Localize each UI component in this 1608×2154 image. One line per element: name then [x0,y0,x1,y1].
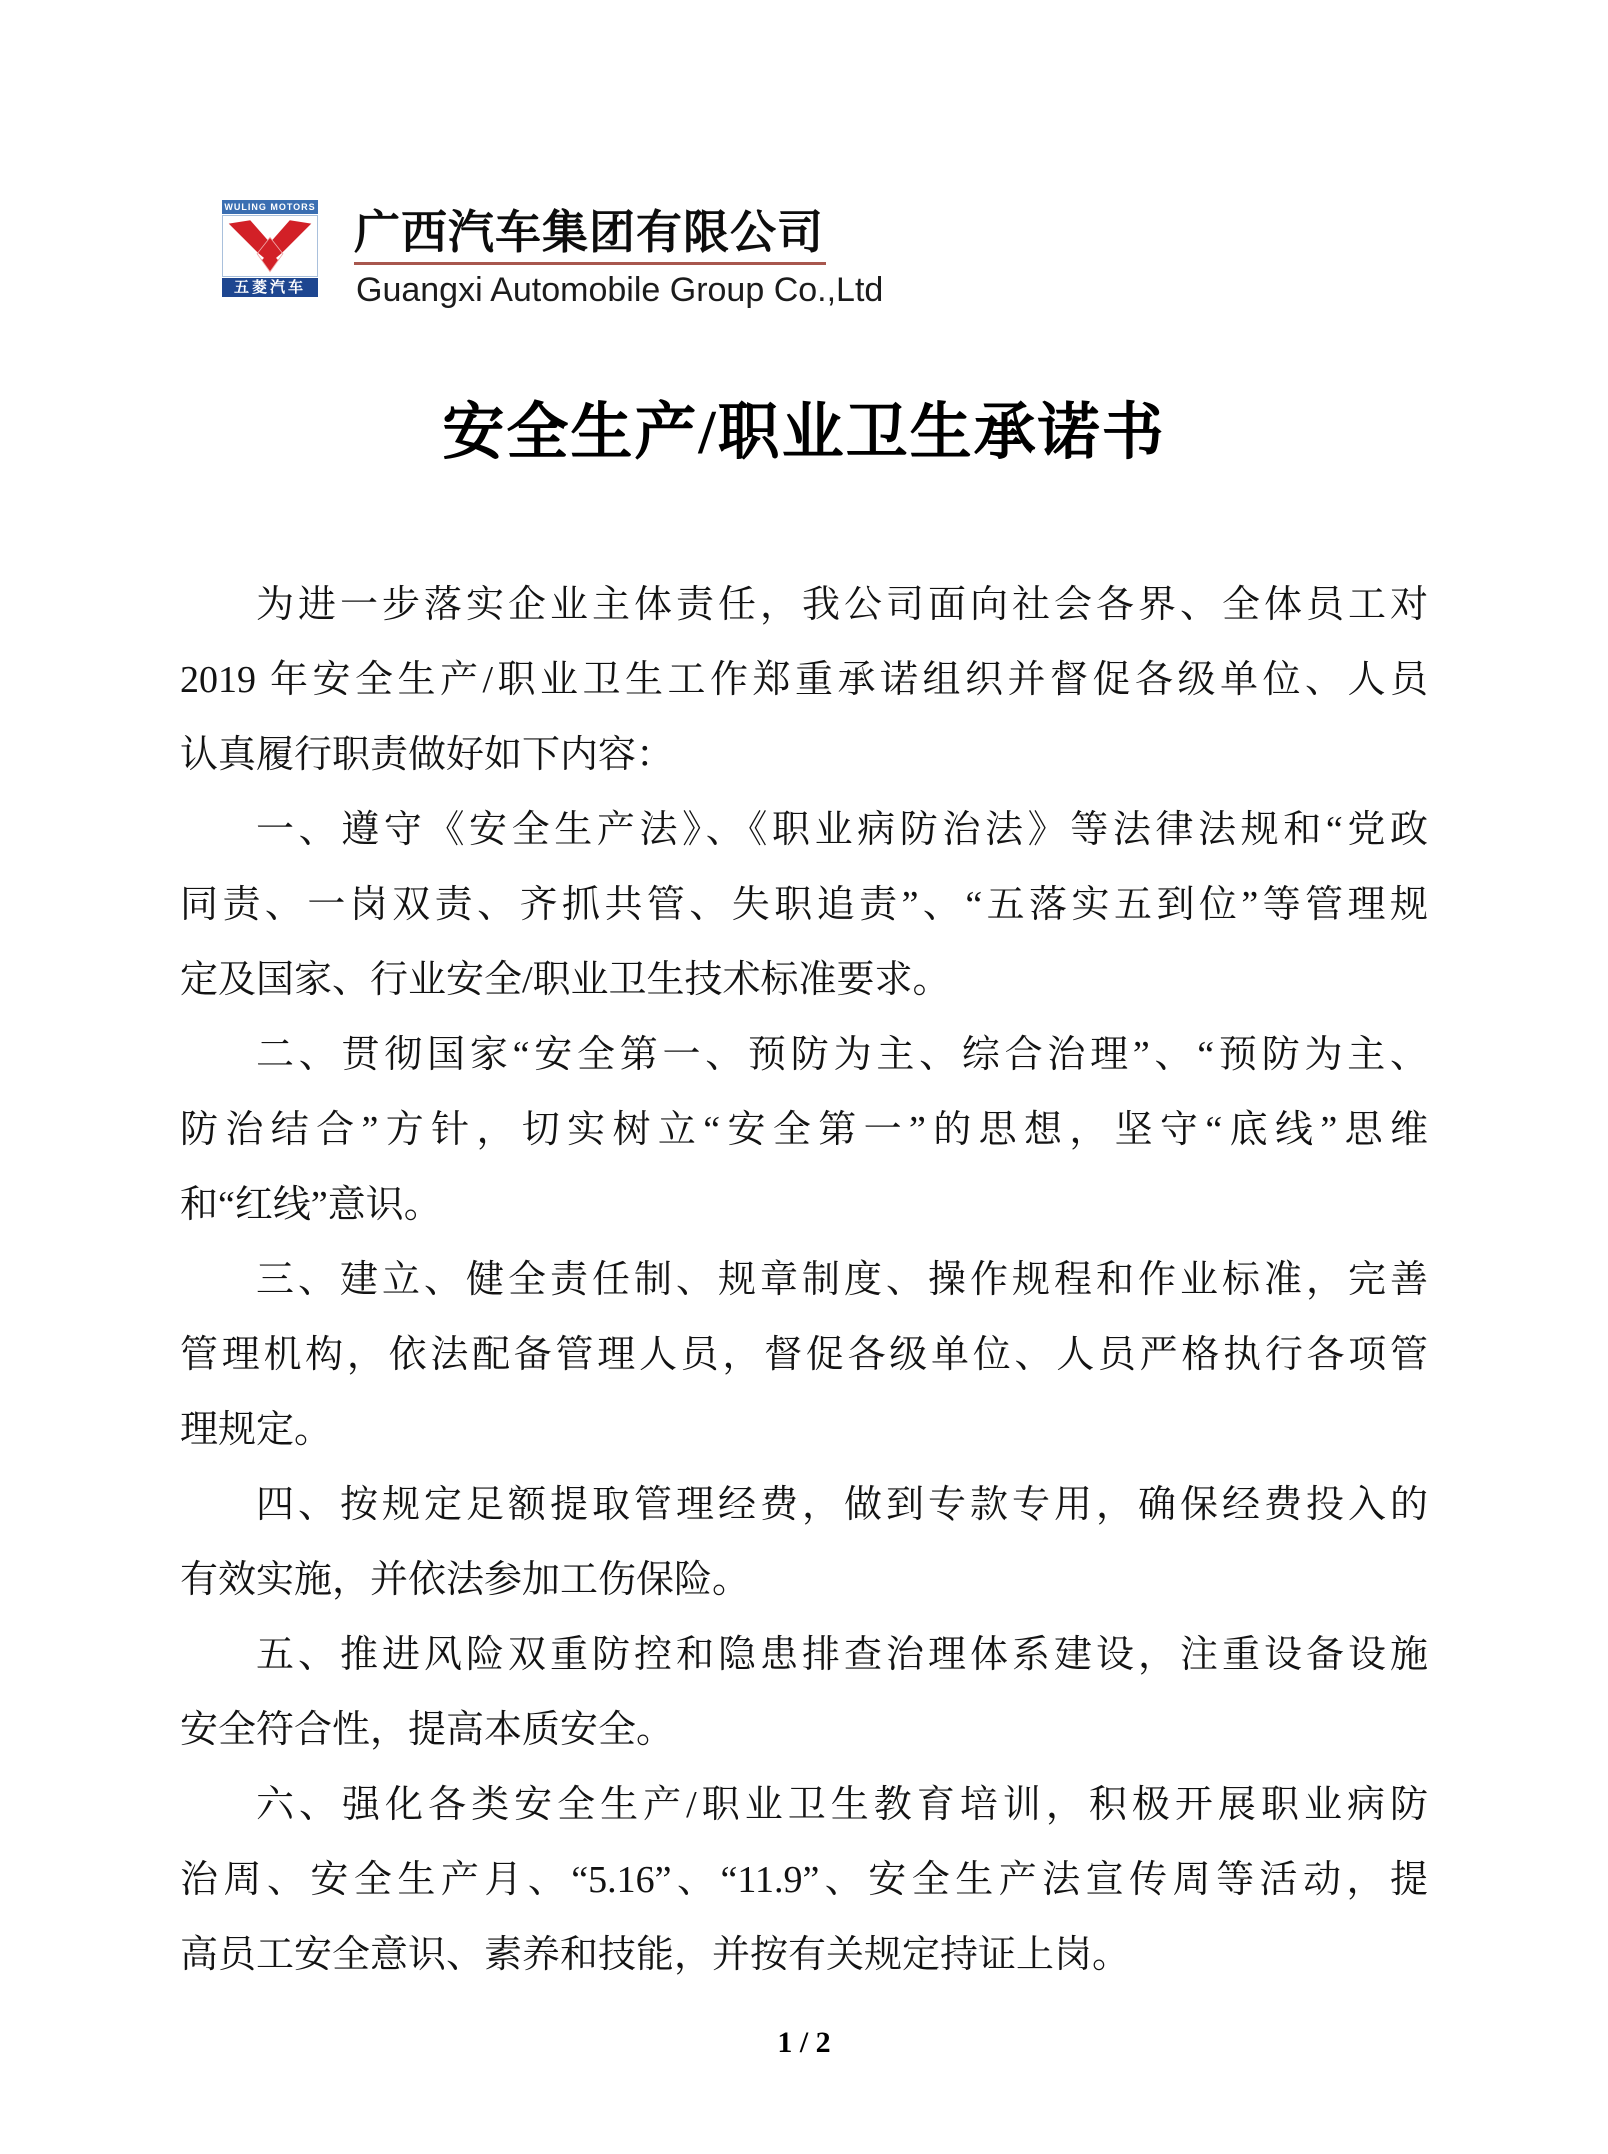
body-line: 管理机构，依法配备管理人员，督促各级单位、人员严格执行各项管 [180,1334,1428,1376]
wuling-cn-bar: 五菱汽车 [222,278,318,297]
body-line: 认真履行职责做好如下内容： [180,734,675,776]
body-line: 同责、一岗双责、齐抓共管、失职追责”、“五落实五到位”等管理规 [180,884,1428,926]
body-line: 为进一步落实企业主体责任，我公司面向社会各界、全体员工对 [256,584,1428,626]
body-line: 有效实施，并依法参加工伤保险。 [180,1559,751,1601]
body-line: 三、建立、健全责任制、规章制度、操作规程和作业标准，完善 [256,1259,1428,1301]
wuling-logo [222,200,318,297]
body-line: 安全符合性，提高本质安全。 [180,1709,675,1751]
wuling-w-emblem-icon [227,218,313,274]
body-line: 和“红线”意识。 [180,1184,442,1226]
body-line: 一、遵守《安全生产法》、《职业病防治法》等法律法规和“党政 [256,809,1428,851]
wuling-motors-bar: WULING MOTORS [222,200,318,214]
body-line: 定及国家、行业安全/职业卫生技术标准要求。 [180,959,951,1001]
body-line: 治周、安全生产月、“5.16”、“11.9”、安全生产法宣传周等活动，提 [180,1859,1428,1901]
body-line: 高员工安全意识、素养和技能，并按有关规定持证上岗。 [180,1934,1131,1976]
body-line: 2019 年安全生产/职业卫生工作郑重承诺组织并督促各级单位、人员 [180,659,1428,701]
body-line: 二、贯彻国家“安全第一、预防为主、综合治理”、“预防为主、 [256,1034,1428,1076]
body-line: 六、强化各类安全生产/职业卫生教育培训，积极开展职业病防 [256,1784,1428,1826]
body-line: 五、推进风险双重防控和隐患排查治理体系建设，注重设备设施 [256,1634,1428,1676]
company-name-zh: 广西汽车集团有限公司 [354,206,824,258]
wuling-emblem-box [222,215,318,277]
header-divider-line [354,262,826,265]
document-body [180,568,1428,1993]
company-name-en: Guangxi Automobile Group Co.,Ltd [356,271,884,309]
body-line: 理规定。 [180,1409,333,1451]
body-line: 防治结合”方针，切实树立“安全第一”的思想，坚守“底线”思维 [180,1109,1428,1151]
page-number: 1 / 2 [777,2026,831,2059]
document-title: 安全生产/职业卫生承诺书 [442,399,1166,467]
body-line: 四、按规定足额提取管理经费，做到专款专用，确保经费投入的 [256,1484,1428,1526]
